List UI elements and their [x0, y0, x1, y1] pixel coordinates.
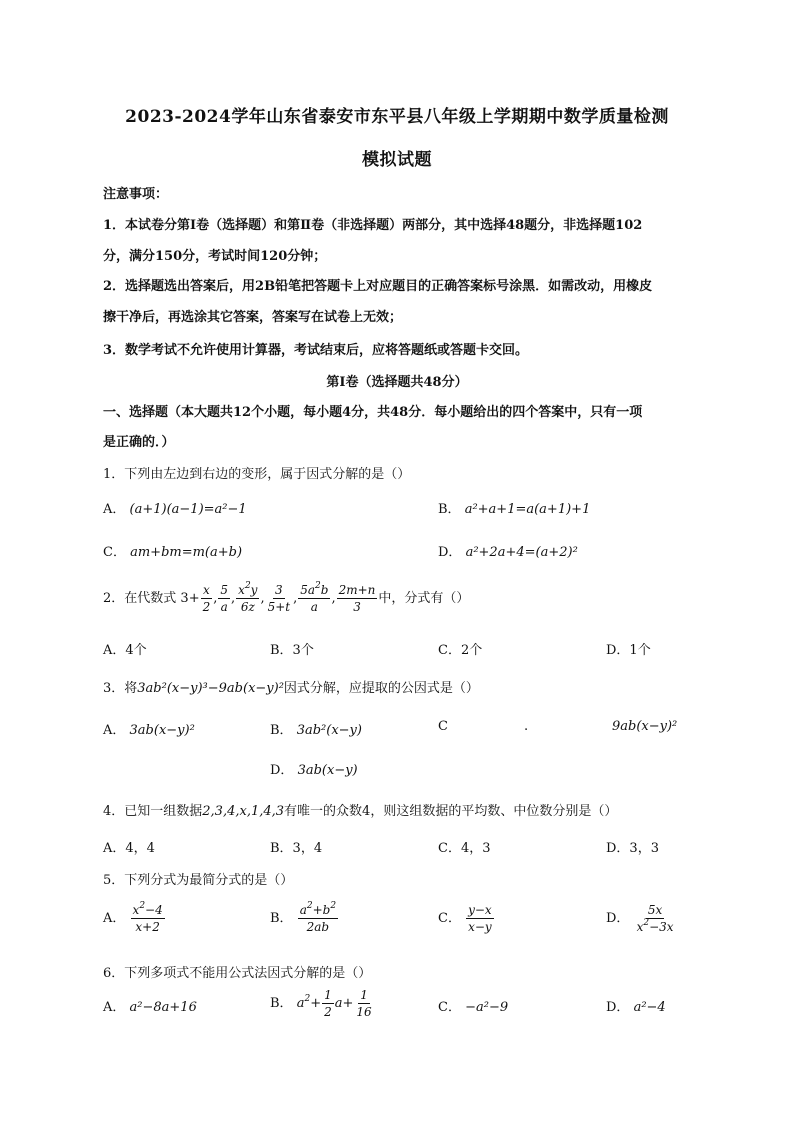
q2-frac-4: $\frac{3}{5+t}$ [267, 583, 291, 614]
option-label: D． [606, 1000, 630, 1015]
option-expr: am+bm=m(a+b) [130, 545, 243, 560]
option-label: C． [438, 1000, 461, 1015]
q5-b-frac: $\frac{a^2+b^2}{2ab}$ [299, 901, 337, 934]
option-expr: 3ab(x−y) [297, 763, 358, 778]
q6-b-frac-2: $\frac{1}{16}$ [356, 988, 372, 1019]
q4-option-d[interactable]: D．3，3 [606, 841, 659, 856]
q2-frac-3: $\frac{x^2y}{6z}$ [238, 581, 258, 614]
q6-option-a[interactable] [103, 996, 197, 1015]
q5-c-frac: $\frac{y-x}{x-y}$ [468, 903, 492, 934]
q4-suffix: 有唯一的众数4，则这组数据的平均数、中位数分别是（） [284, 804, 618, 819]
q2-expr: 3+ [180, 591, 200, 606]
option-label: B． [270, 723, 293, 738]
q5-a-frac: $\frac{x^2-4}{x+2}$ [132, 901, 163, 934]
option-expr: 3ab²(x−y) [296, 723, 362, 738]
option-label: A． [103, 1000, 126, 1015]
option-label: A． [103, 723, 126, 738]
q2-option-b[interactable]: B．3个 [270, 643, 314, 658]
question-2-stem: 2．在代数式 3+ $\frac{x}{2}$ , $\frac{5}{a}$ , $\frac{x^2y}{6z}$ , $\frac{3}{5+t}$ , $\frac{5a^2b}{a}$ , $\frac{2m+n}{3}$ 中，分式有（） [103, 581, 470, 614]
q1-option-b[interactable] [438, 498, 590, 517]
option-label: D． [270, 763, 294, 778]
q2-option-c[interactable]: C．2个 [438, 643, 483, 658]
option-expr: a²−4 [633, 1000, 666, 1015]
option-expr: a²+2a+4=(a+2)² [465, 545, 578, 560]
q2-frac-6: $\frac{2m+n}{3}$ [338, 583, 376, 614]
q1-option-d[interactable] [438, 541, 578, 560]
option-label: A． [103, 911, 126, 926]
q5-d-frac: $\frac{5x}{x^2-3x}$ [636, 903, 674, 934]
q5-option-a[interactable] [103, 903, 166, 934]
option-label: B． [438, 502, 461, 517]
q3-option-c-expr[interactable]: 9ab(x−y)² [612, 719, 678, 734]
notice-item-3: 3．数学考试不允许使用计算器，考试结束后，应将答题纸或答题卡交回。 [103, 343, 529, 358]
option-expr: a²+a+1=a(a+1)+1 [464, 502, 591, 517]
q1-option-a[interactable] [103, 498, 247, 517]
page-title: 2023-2024学年山东省泰安市东平县八年级上学期期中数学质量检测 [125, 107, 669, 127]
question-1-stem: 1．下列由左边到右边的变形，属于因式分解的是（） [103, 467, 411, 482]
notice-item-1a: 1．本试卷分第Ⅰ卷（选择题）和第Ⅱ卷（非选择题）两部分，其中选择48题分，非选择题102 [103, 218, 643, 233]
q3-option-b[interactable] [270, 719, 362, 738]
q3-option-c-dot: . [524, 719, 529, 734]
q3-option-a[interactable] [103, 719, 195, 738]
q4-prefix: 4．已知一组数据 [103, 804, 203, 819]
q4-data: 2,3,4,x,1,4,3 [202, 804, 285, 819]
option-label: B． [270, 996, 293, 1011]
section-title: 第Ⅰ卷（选择题共48分） [326, 375, 468, 390]
q6-option-c[interactable] [438, 996, 508, 1015]
q2-option-d[interactable]: D．1个 [606, 643, 651, 658]
option-expr: (a+1)(a−1)=a²−1 [129, 502, 247, 517]
question-5-stem: 5．下列分式为最简分式的是（） [103, 873, 294, 888]
notice-item-2a: 2．选择题选出答案后，用2B铅笔把答题卡上对应题目的正确答案标号涂黑．如需改动，用橡皮 [103, 279, 653, 294]
option-label: D． [606, 911, 630, 926]
option-expr: −a²−9 [465, 1000, 509, 1015]
q2-suffix: 中，分式有（） [378, 591, 470, 606]
q5-option-c[interactable] [438, 903, 495, 934]
option-expr: a²−8a+16 [129, 1000, 197, 1015]
q4-option-a[interactable]: A．4，4 [103, 841, 155, 856]
question-6-stem: 6．下列多项式不能用公式法因式分解的是（） [103, 966, 372, 981]
q3-option-d[interactable] [270, 759, 358, 778]
q3-option-c-label[interactable]: C [438, 719, 448, 734]
option-label: C． [103, 545, 126, 560]
q2-frac-1: $\frac{x}{2}$ [202, 583, 211, 614]
option-expr: 3ab(x−y)² [129, 723, 195, 738]
q3-expr: 3ab²(x−y)³−9ab(x−y)² [137, 681, 284, 696]
option-label: C． [438, 911, 461, 926]
notice-item-1b: 分，满分150分，考试时间120分钟； [103, 249, 327, 264]
part-heading-b: 是正确的．） [103, 435, 175, 450]
q2-option-a[interactable]: A．4个 [103, 643, 147, 658]
q3-suffix: 因式分解，应提取的公因式是（） [283, 681, 479, 696]
question-3-stem [103, 677, 479, 696]
q2-frac-5: $\frac{5a^2b}{a}$ [300, 581, 329, 614]
question-4-stem [103, 800, 617, 819]
option-label: D． [438, 545, 462, 560]
q5-option-d[interactable] [606, 903, 677, 934]
page-subtitle: 模拟试题 [362, 150, 432, 170]
q2-prefix: 2．在代数式 [103, 591, 177, 606]
notice-heading: 注意事项： [103, 187, 169, 202]
q4-option-c[interactable]: C．4，3 [438, 841, 491, 856]
q4-option-b[interactable]: B．3，4 [270, 841, 323, 856]
notice-item-2b: 擦干净后，再选涂其它答案，答案写在试卷上无效； [103, 310, 403, 325]
option-label: B． [270, 911, 293, 926]
q2-frac-2: $\frac{5}{a}$ [220, 583, 229, 614]
q3-prefix: 3．将 [103, 681, 138, 696]
q5-option-b[interactable] [270, 903, 339, 934]
q1-option-c[interactable] [103, 541, 242, 560]
q6-option-d[interactable] [606, 996, 666, 1015]
part-heading-a: 一、选择题（本大题共12个小题，每小题4分，共48分．每小题给出的四个答案中，只有一项 [103, 405, 643, 420]
option-label: A． [103, 502, 126, 517]
q6-option-b[interactable]: B． $a^2+$ $\frac{1}{2}$ a+ $\frac{1}{16}$ [270, 988, 372, 1019]
q6-b-frac-1: $\frac{1}{2}$ [324, 988, 332, 1019]
